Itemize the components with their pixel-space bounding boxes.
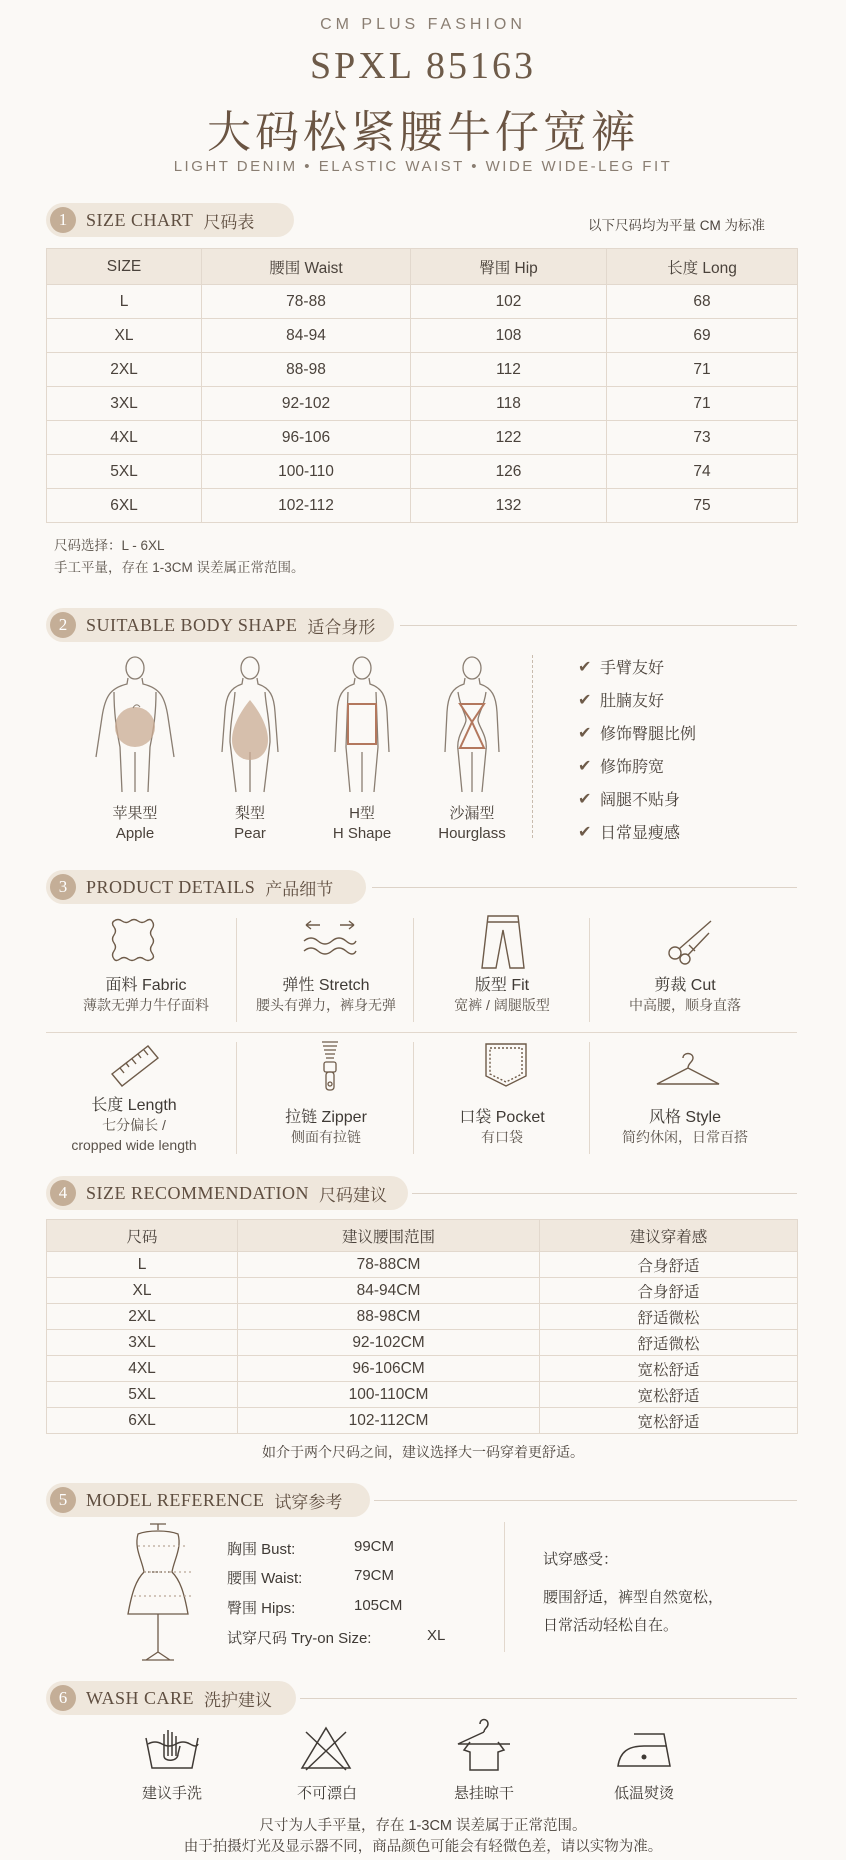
- shape-name-en: Apple: [115, 825, 155, 842]
- detail-name: 口袋 Pocket: [459, 1109, 545, 1126]
- check-icon: ✔: [578, 790, 592, 808]
- table-row: [47, 489, 798, 523]
- detail-desc: 七分偏长 /: [102, 1117, 166, 1133]
- table-row: [47, 1330, 798, 1356]
- section-title-cn: 试穿参考: [274, 1492, 343, 1512]
- table-cell: 84-94CM: [238, 1278, 540, 1304]
- detail-desc: 腰头有弹力，裤身无弹: [256, 997, 396, 1013]
- detail-style: [597, 1104, 773, 1147]
- table-cell: 112: [411, 353, 607, 387]
- section-number: 4: [50, 1180, 76, 1206]
- table-cell: 5XL: [47, 455, 202, 489]
- section-title-cn: 产品细节: [265, 879, 334, 899]
- table-cell: XL: [47, 319, 202, 353]
- wash-label: 不可漂白: [296, 1785, 357, 1802]
- detail-fabric: [58, 972, 234, 1015]
- size-recommendation-table: [46, 1219, 798, 1434]
- section-title-cn: 尺码表: [203, 212, 255, 232]
- table-row: [47, 1252, 798, 1278]
- table-row: [47, 1408, 798, 1434]
- table-row: [47, 285, 798, 319]
- model-key: 试穿尺码 Try-on Size:: [227, 1630, 372, 1647]
- table-cell: 102: [411, 285, 607, 319]
- table-cell: 71: [607, 387, 798, 421]
- check-icon: ✔: [578, 724, 592, 742]
- shape-name-en: H Shape: [332, 825, 392, 842]
- section-title-cn: 尺码建议: [319, 1185, 387, 1205]
- table-cell: 69: [607, 319, 798, 353]
- benefit-item: [578, 688, 664, 711]
- table-cell: 4XL: [47, 1356, 238, 1382]
- table-cell: 84-94: [202, 319, 411, 353]
- benefit-item: [578, 655, 664, 678]
- wash-label: 建议手洗: [141, 1785, 202, 1802]
- table-cell: 92-102: [202, 387, 411, 421]
- product-sku: SPXL 85163: [309, 45, 536, 87]
- no-bleach-icon: [298, 1724, 354, 1774]
- detail-stretch: [238, 972, 414, 1015]
- model-key: 腰围 Waist:: [227, 1570, 303, 1587]
- table-cell: 74: [607, 455, 798, 489]
- table-row: [47, 1278, 798, 1304]
- detail-desc: 中高腰，顺身直落: [629, 997, 741, 1013]
- table-cell: 3XL: [47, 387, 202, 421]
- table-cell: 88-98: [202, 353, 411, 387]
- benefit-label: 修饰胯宽: [600, 759, 665, 776]
- table-row: [47, 421, 798, 455]
- detail-desc: 薄款无弹力牛仔面料: [83, 997, 209, 1013]
- zipper-icon: [310, 1040, 350, 1096]
- stretch-icon: [300, 915, 360, 965]
- table-cell: 合身舒适: [540, 1278, 798, 1304]
- section-number: 2: [50, 612, 76, 638]
- benefit-label: 阔腿不贴身: [600, 792, 681, 809]
- model-waist: [227, 1567, 395, 1588]
- table-cell: 108: [411, 319, 607, 353]
- detail-desc: 宽裤 / 阔腿版型: [454, 997, 550, 1013]
- check-icon: ✔: [578, 691, 592, 709]
- table-cell: 100-110CM: [238, 1382, 540, 1408]
- table-row: [47, 319, 798, 353]
- table-row: [47, 455, 798, 489]
- section-number: 3: [50, 874, 76, 900]
- detail-desc: 有口袋: [481, 1129, 523, 1145]
- section-title: SUITABLE BODY SHAPE: [86, 614, 298, 635]
- table-cell: 4XL: [47, 421, 202, 455]
- table-cell: 102-112: [202, 489, 411, 523]
- section-title: SIZE RECOMMENDATION: [86, 1182, 309, 1203]
- table-cell: 5XL: [47, 1382, 238, 1408]
- tryon-feel-line: 日常活动轻松自在。: [543, 1617, 679, 1634]
- hand-wash-icon: [142, 1724, 202, 1774]
- hourglass-body-icon: [445, 657, 499, 792]
- table-cell: 100-110: [202, 455, 411, 489]
- table-cell: 宽松舒适: [540, 1382, 798, 1408]
- table-cell: 3XL: [47, 1330, 238, 1356]
- table-cell: 舒适微松: [540, 1330, 798, 1356]
- section-title: SIZE CHART: [86, 209, 194, 230]
- model-value: 99CM: [354, 1538, 395, 1555]
- section-header-body-shape: [46, 608, 375, 642]
- wash-label: 低温熨烫: [613, 1785, 674, 1802]
- table-cell: L: [47, 285, 202, 319]
- measurement-error-note: 手工平量，存在 1-3CM 误差属正常范围。: [54, 560, 305, 575]
- size-tip: 如介于两个尺码之间，建议选择大一码穿着更舒适。: [262, 1444, 584, 1460]
- table-header-cell: SIZE: [47, 249, 202, 285]
- footer-note: 由于拍摄灯光及显示器不同，商品颜色可能会有轻微色差，请以实物为准。: [183, 1839, 663, 1855]
- table-header-cell: 腰围 Waist: [202, 249, 411, 285]
- shape-name-en: Hourglass: [438, 825, 506, 842]
- detail-desc: 侧面有拉链: [291, 1129, 361, 1145]
- section-header-product-details: [46, 870, 333, 904]
- table-header-cell: 尺码: [47, 1220, 238, 1252]
- body-shape-pear: [195, 804, 305, 844]
- section-title-cn: 洗护建议: [204, 1690, 273, 1710]
- section-title: MODEL REFERENCE: [86, 1489, 265, 1510]
- detail-name: 版型 Fit: [474, 977, 530, 994]
- model-hips: [227, 1597, 403, 1618]
- table-header-cell: 建议穿着感: [540, 1220, 798, 1252]
- table-cell: 118: [411, 387, 607, 421]
- benefit-item: [578, 820, 680, 843]
- product-subtitle: LIGHT DENIM • ELASTIC WAIST • WIDE WIDE-LEG FIT: [173, 158, 673, 175]
- size-range-note: 尺码选择：L - 6XL: [54, 538, 165, 553]
- detail-length: [46, 1092, 222, 1155]
- footer-note: 尺寸为人手平量，存在 1-3CM 误差属于正常范围。: [259, 1818, 587, 1834]
- model-value: XL: [427, 1627, 446, 1644]
- table-cell: 73: [607, 421, 798, 455]
- detail-name: 拉链 Zipper: [285, 1109, 367, 1126]
- detail-desc-en: cropped wide length: [71, 1137, 197, 1153]
- detail-name: 风格 Style: [648, 1109, 722, 1126]
- section-number: 1: [50, 207, 76, 233]
- shape-name-en: Pear: [234, 825, 266, 842]
- table-header-cell: 长度 Long: [607, 249, 798, 285]
- table-row: [47, 1382, 798, 1408]
- benefit-label: 修饰臀腿比例: [600, 726, 697, 743]
- table-cell: 宽松舒适: [540, 1356, 798, 1382]
- benefit-item: [578, 754, 664, 777]
- benefit-label: 手臂友好: [600, 660, 665, 677]
- table-cell: 122: [411, 421, 607, 455]
- table-cell: 6XL: [47, 489, 202, 523]
- mannequin-icon: [108, 1520, 208, 1670]
- model-key: 臀围 Hips:: [227, 1600, 296, 1617]
- table-cell: 132: [411, 489, 607, 523]
- body-shape-figures: [80, 652, 540, 797]
- section-number: 6: [50, 1685, 76, 1711]
- shape-name-cn: 梨型: [234, 805, 265, 822]
- detail-pocket: [414, 1104, 590, 1147]
- table-cell: 96-106: [202, 421, 411, 455]
- table-row: [47, 1356, 798, 1382]
- table-cell: 2XL: [47, 1304, 238, 1330]
- table-cell: 宽松舒适: [540, 1408, 798, 1434]
- check-icon: ✔: [578, 757, 592, 775]
- divider: [532, 655, 533, 838]
- tryon-feel-line: 腰围舒适，裤型自然宽松，: [543, 1589, 724, 1606]
- section-title: PRODUCT DETAILS: [86, 876, 256, 897]
- table-cell: L: [47, 1252, 238, 1278]
- table-row: [47, 353, 798, 387]
- table-cell: XL: [47, 1278, 238, 1304]
- pants-icon: [478, 912, 528, 972]
- detail-desc: 简约休闲，日常百搭: [622, 1129, 748, 1145]
- section-header-wash-care: [46, 1681, 272, 1715]
- table-cell: 舒适微松: [540, 1304, 798, 1330]
- detail-name: 长度 Length: [91, 1097, 177, 1114]
- section-header-size-recommendation: [46, 1176, 387, 1210]
- section-header-size-chart: [46, 203, 254, 237]
- ruler-icon: [108, 1040, 164, 1090]
- table-header-row: [47, 1220, 798, 1252]
- detail-zipper: [238, 1104, 414, 1147]
- benefit-item: [578, 787, 680, 810]
- table-header-cell: 臀围 Hip: [411, 249, 607, 285]
- tryon-feel-title: 试穿感受：: [543, 1551, 619, 1568]
- section-header-model-reference: [46, 1483, 342, 1517]
- body-shape-hourglass: [417, 804, 527, 844]
- benefit-label: 肚腩友好: [600, 693, 665, 710]
- detail-fit: [414, 972, 590, 1015]
- size-chart-table: [46, 248, 798, 523]
- table-row: [47, 387, 798, 421]
- hanger-icon: [653, 1046, 723, 1092]
- section-title-cn: 适合身形: [307, 617, 376, 637]
- table-cell: 6XL: [47, 1408, 238, 1434]
- low-iron-icon: [614, 1726, 676, 1772]
- detail-name: 面料 Fabric: [105, 977, 187, 994]
- table-row: [47, 1304, 798, 1330]
- pocket-icon: [482, 1040, 530, 1090]
- table-cell: 合身舒适: [540, 1252, 798, 1278]
- model-value: 79CM: [354, 1567, 395, 1584]
- fabric-icon: [108, 915, 158, 965]
- table-header-row: [47, 249, 798, 285]
- section-title: WASH CARE: [86, 1687, 195, 1708]
- table-cell: 78-88: [202, 285, 411, 319]
- table-cell: 92-102CM: [238, 1330, 540, 1356]
- check-icon: ✔: [578, 823, 592, 841]
- body-shape-apple: [80, 804, 190, 844]
- benefit-item: [578, 721, 696, 744]
- h-shape-body-icon: [335, 657, 389, 792]
- model-tryon-size: [227, 1627, 446, 1648]
- table-cell: 96-106CM: [238, 1356, 540, 1382]
- body-shape-h: [307, 804, 417, 844]
- product-title: 大码松紧腰牛仔宽裤: [207, 107, 639, 158]
- measurement-note: 以下尺码均为平量 CM 为标准: [588, 218, 765, 233]
- hang-dry-icon: [454, 1716, 514, 1776]
- model-value: 105CM: [354, 1597, 403, 1614]
- table-cell: 2XL: [47, 353, 202, 387]
- detail-cut: [597, 972, 773, 1015]
- table-cell: 78-88CM: [238, 1252, 540, 1278]
- table-cell: 75: [607, 489, 798, 523]
- shape-name-cn: 苹果型: [112, 805, 158, 822]
- table-cell: 88-98CM: [238, 1304, 540, 1330]
- table-header-cell: 建议腰围范围: [238, 1220, 540, 1252]
- detail-name: 弹性 Stretch: [282, 977, 370, 994]
- wash-label: 悬挂晾干: [453, 1785, 514, 1802]
- model-bust: [227, 1538, 395, 1559]
- model-key: 胸围 Bust:: [227, 1541, 296, 1558]
- shape-name-cn: 沙漏型: [449, 805, 495, 822]
- table-cell: 126: [411, 455, 607, 489]
- check-icon: ✔: [578, 658, 592, 676]
- benefit-label: 日常显瘦感: [600, 825, 681, 842]
- scissors-icon: [665, 915, 717, 965]
- brand-name: CM PLUS FASHION: [320, 16, 526, 33]
- detail-name: 剪裁 Cut: [654, 977, 716, 994]
- section-number: 5: [50, 1487, 76, 1513]
- table-cell: 102-112CM: [238, 1408, 540, 1434]
- table-cell: 68: [607, 285, 798, 319]
- table-cell: 71: [607, 353, 798, 387]
- shape-name-cn: H型: [349, 805, 375, 822]
